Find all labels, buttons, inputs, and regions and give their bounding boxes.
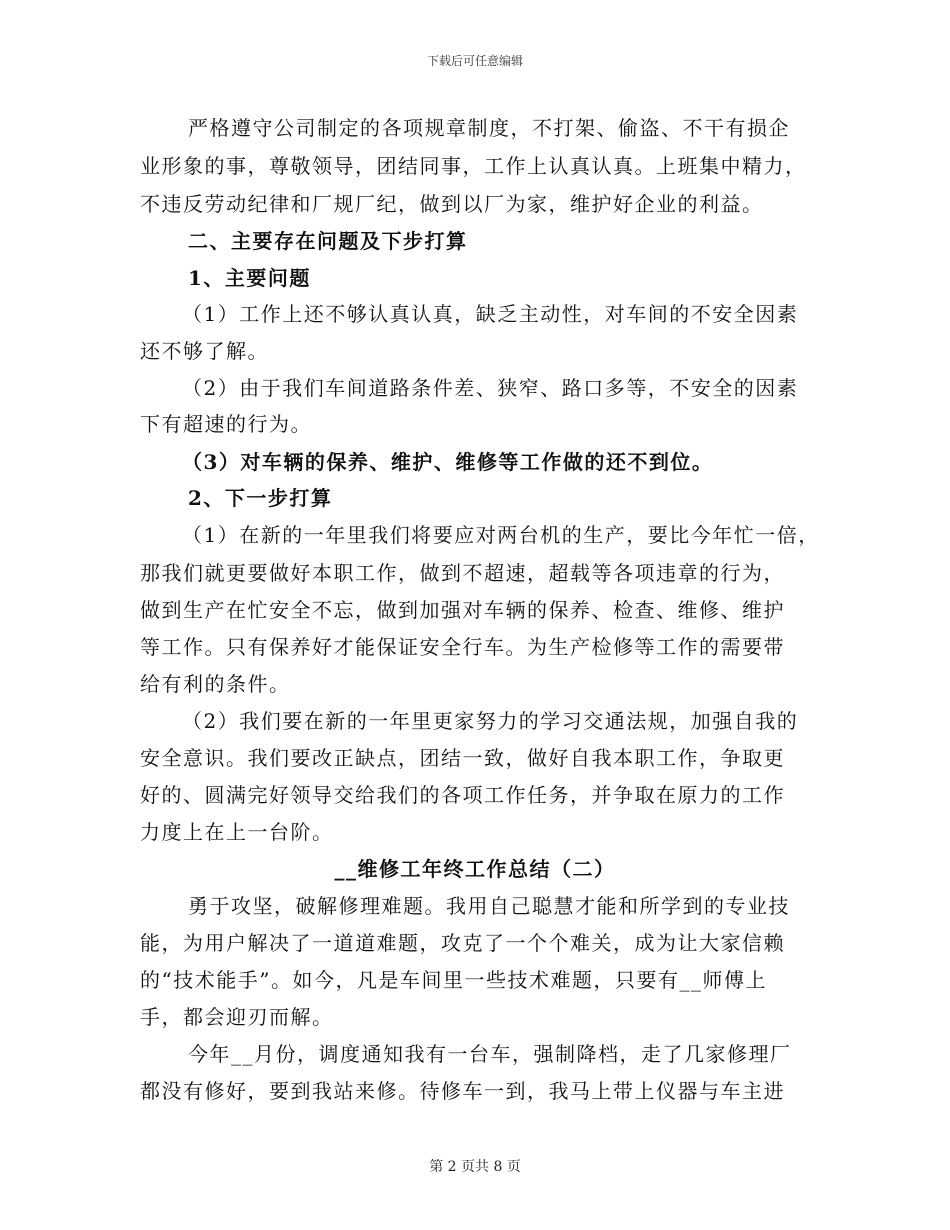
article-title: __维修工年终工作总结（二） <box>334 857 616 881</box>
paragraph-line: 力度上在上一台阶。 <box>140 820 334 844</box>
paragraph-line: 今年__月份，调度通知我有一台车，强制降档，走了几家修理厂 <box>188 1042 792 1066</box>
paragraph-line: （1）工作上还不够认真认真，缺乏主动性，对车间的不安全因素 <box>182 302 799 326</box>
paragraph-line: 那我们就更要做好本职工作，做到不超速，超载等各项违章的行为， <box>140 561 785 585</box>
subsection-heading: 1、主要问题 <box>188 266 311 290</box>
paragraph-line: 不违反劳动纪律和厂规厂纪，做到以厂为家，维护好企业的利益。 <box>140 192 764 216</box>
paragraph-line: 好的、圆满完好领导交给我们的各项工作任务，并争取在原力的工作 <box>140 783 785 807</box>
paragraph-line: 等工作。只有保养好才能保证安全行车。为生产检修等工作的需要带 <box>140 635 785 659</box>
paragraph-line: （1）在新的一年里我们将要应对两台机的生产，要比今年忙一倍， <box>182 523 820 547</box>
subsection-heading: 2、下一步打算 <box>188 486 333 510</box>
paragraph-line: 都没有修好，要到我站来修。待修车一到，我马上带上仪器与车主进 <box>140 1079 785 1103</box>
paragraph-line: 手，都会迎刃而解。 <box>140 1005 334 1029</box>
section-heading: 二、主要存在问题及下步打算 <box>188 229 468 253</box>
paragraph-line: 做到生产在忙安全不忘，做到加强对车辆的保养、检查、维修、维护 <box>140 598 785 622</box>
paragraph-line: 下有超速的行为。 <box>140 412 312 436</box>
paragraph-line: 勇于攻坚，破解修理难题。我用自己聪慧才能和所学到的专业技 <box>188 894 790 918</box>
paragraph-line-bold: （3）对车辆的保养、维护、维修等工作做的还不到位。 <box>182 450 714 474</box>
paragraph-line: 能，为用户解决了一道道难题，攻克了一个个难关，成为让大家信赖 <box>140 931 785 955</box>
paragraph-line: 业形象的事，尊敬领导，团结同事，工作上认真认真。上班集中精力， <box>140 154 807 178</box>
page-header: 下载后可任意编辑 <box>426 54 523 68</box>
paragraph-line: 还不够了解。 <box>140 339 269 363</box>
paragraph-line: （2）由于我们车间道路条件差、狭窄、路口多等，不安全的因素 <box>182 376 799 400</box>
page-footer: 第 2 页共 8 页 <box>429 1159 521 1175</box>
paragraph-line: 安全意识。我们要改正缺点，团结一致，做好自我本职工作，争取更 <box>140 746 785 770</box>
paragraph-line: 严格遵守公司制定的各项规章制度，不打架、偷盗、不干有损企 <box>188 116 790 140</box>
paragraph-line: 的“技术能手”。如今，凡是车间里一些技术难题，只要有__师傅上 <box>140 968 767 992</box>
paragraph-line: （2）我们要在新的一年里更家努力的学习交通法规，加强自我的 <box>182 709 799 733</box>
paragraph-line: 给有利的条件。 <box>140 672 291 696</box>
